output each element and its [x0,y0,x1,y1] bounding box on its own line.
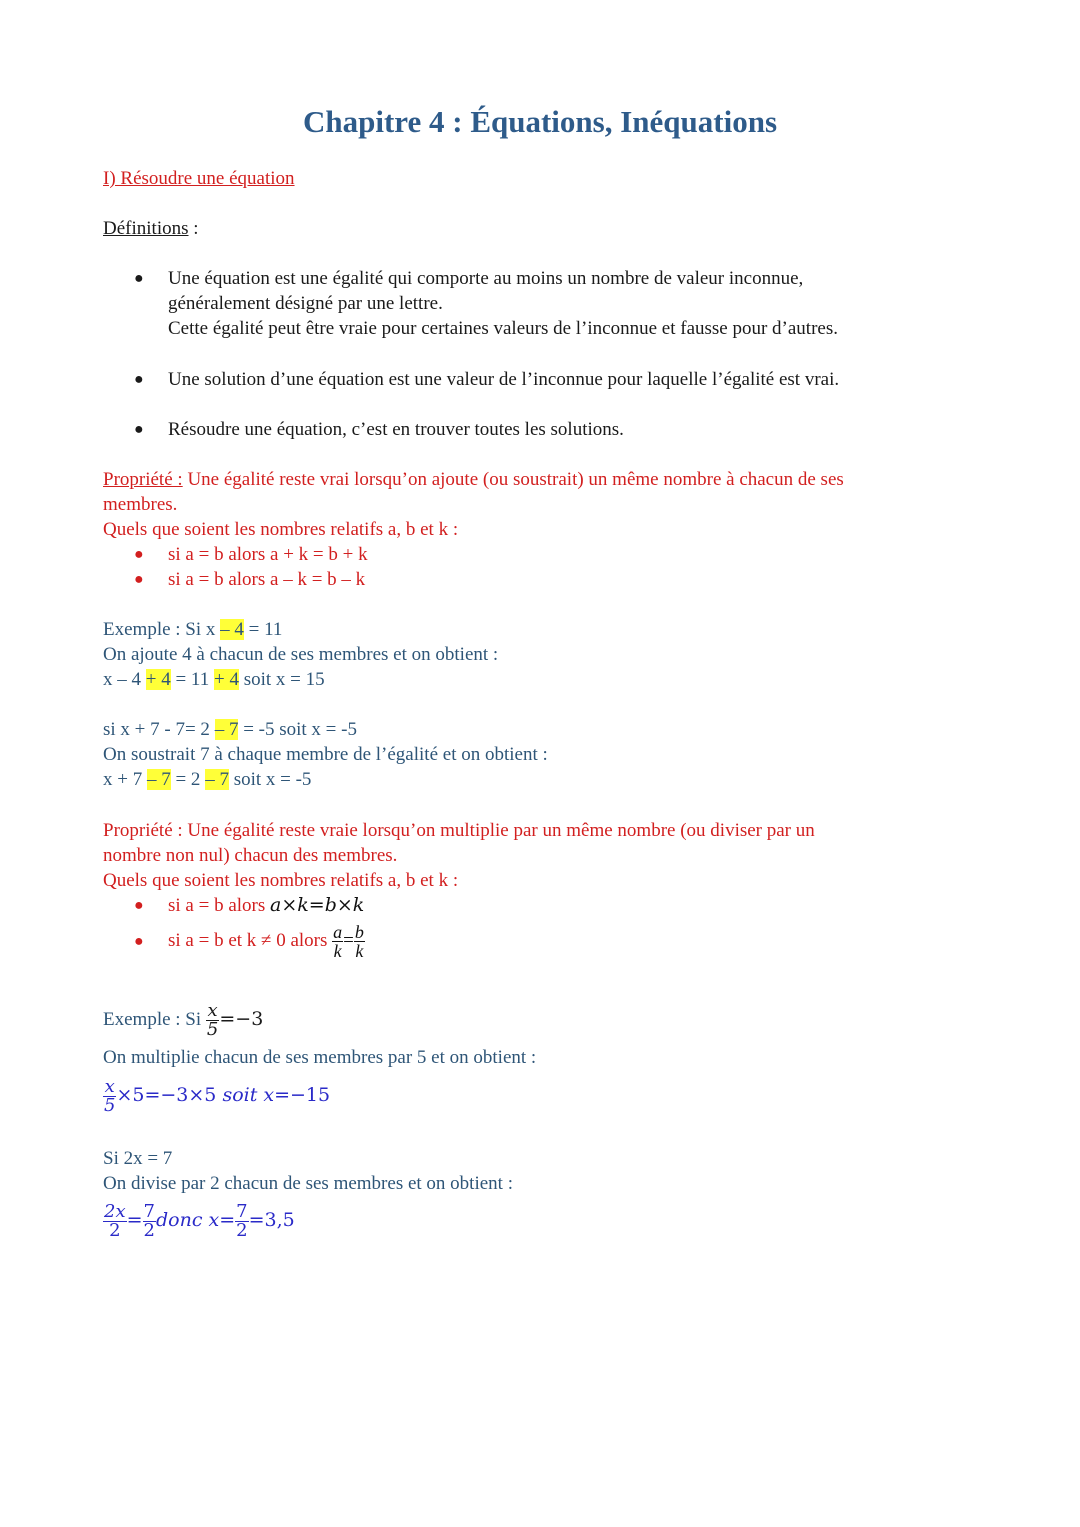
example-text: x – 4 [103,669,146,690]
numerator: 2x [104,1200,126,1222]
equals-sign: = [343,930,354,951]
highlight: + 4 [213,669,239,690]
example-text: =−3 [219,1008,264,1030]
bullet-icon: ● [134,933,144,950]
denominator: k [355,941,364,962]
example-4-line-1: Si 2x = 7 [103,1148,173,1169]
definitions-heading [103,216,199,241]
fraction [235,1200,248,1241]
property-2-line-1: Propriété : Une égalité reste vraie lorsqu’on multiplie par un même nombre (ou diviser par un [103,820,815,841]
bullet-icon: ● [134,897,144,914]
denominator: 2 [109,1219,121,1241]
example-text: = 2 [170,769,206,790]
property-2-line-2: nombre non nul) chacun des membres. [103,845,398,866]
formula-text: =3,5 [248,1209,295,1231]
formula-text: donc x [155,1209,220,1231]
example-2-line-3 [103,767,311,792]
fraction [206,1002,219,1039]
numerator: x [207,1000,218,1022]
property-2-line-3: Quels que soient les nombres relatifs a, b et k : [103,870,459,891]
fraction [103,1200,127,1241]
fraction [354,923,365,960]
numerator: b [354,922,364,943]
example-text: x + 7 [103,769,147,790]
example-3-line-1 [103,997,263,1042]
definition-1-line-3: Cette égalité peut être vraie pour certaines valeurs de l’inconnue et fausse pour d’autres. [168,318,838,339]
property-1-rule-2: si a = b alors a – k = b – k [168,569,366,590]
example-text: = 11 [243,619,283,640]
example-1-line-1 [103,617,282,642]
equals-sign: = [219,1209,236,1231]
example-3-formula [103,1073,330,1117]
property-1-line-1 [103,467,844,492]
highlight: – 7 [146,769,171,790]
formula-text: soit x [222,1084,275,1106]
example-2-line-1 [103,717,357,742]
definition-1-line-2: généralement désigné par une lettre. [168,293,443,314]
property-1-line-2: membres. [103,494,178,515]
example-text: Exemple : Si x [103,619,221,640]
example-text: soit x = 15 [238,669,325,690]
example-text: Exemple : Si [103,1009,206,1030]
example-text: = 11 [170,669,214,690]
property-2-rule-1 [168,893,364,918]
definition-1-line-1: Une équation est une égalité qui comporte au moins un nombre de valeur inconnue, [168,268,804,289]
example-2-line-2: On soustrait 7 à chaque membre de l’égalité et on obtient : [103,744,548,765]
highlight: + 4 [145,669,171,690]
example-4-formula [103,1197,295,1243]
rule-text: si a = b et k ≠ 0 alors [168,930,333,951]
example-text: = -5 soit x = -5 [238,719,357,740]
section-heading: I) Résoudre une équation [103,168,295,189]
bullet-icon: ● [134,371,144,388]
highlight: – 7 [214,719,239,740]
numerator: a [333,922,343,943]
definitions-label: Définitions [103,218,189,239]
bullet-icon: ● [134,270,144,287]
rule-text: si a = b alors [168,895,271,916]
example-1-line-3 [103,667,325,692]
property-1-label: Propriété : [103,469,183,490]
property-1-rule-1: si a = b alors a + k = b + k [168,544,368,565]
example-text: si x + 7 - 7= 2 [103,719,215,740]
numerator: 7 [143,1200,155,1222]
property-1-line-3: Quels que soient les nombres relatifs a, b et k : [103,519,459,540]
definition-2: Une solution d’une équation est une valeur de l’inconnue pour laquelle l’égalité est vrai. [168,369,840,390]
denominator: 5 [206,1019,219,1041]
numerator: x [104,1075,115,1097]
equals-sign: = [126,1209,143,1231]
definition-3: Résoudre une équation, c’est en trouver toutes les solutions. [168,419,624,440]
definitions-colon: : [188,218,199,239]
example-text: soit x = -5 [228,769,312,790]
denominator: 5 [104,1094,116,1116]
formula-text: =−15 [274,1084,331,1106]
property-2-rule-2 [168,917,365,965]
numerator: 7 [236,1200,248,1222]
example-1-line-2: On ajoute 4 à chacun de ses membres et on obtient : [103,644,499,665]
example-4-line-2: On divise par 2 chacun de ses membres et on obtient : [103,1173,513,1194]
bullet-icon: ● [134,546,144,563]
fraction [332,923,343,960]
denominator: 2 [236,1219,248,1241]
denominator: k [333,941,342,962]
rule-formula: a×k=b×k [270,894,365,916]
bullet-icon: ● [134,421,144,438]
property-1-text: Une égalité reste vrai lorsqu’on ajoute (ou soustrait) un même nombre à chacun de ses [182,469,844,490]
fraction [103,1075,116,1116]
highlight: – 4 [220,619,244,640]
formula-text: ×5=−3×5 [116,1084,223,1106]
fraction [143,1200,156,1241]
highlight: – 7 [205,769,229,790]
bullet-icon: ● [134,571,144,588]
page-title: Chapitre 4 : Équations, Inéquations [302,104,778,139]
denominator: 2 [143,1219,155,1241]
example-3-line-2: On multiplie chacun de ses membres par 5 et on obtient : [103,1047,537,1068]
